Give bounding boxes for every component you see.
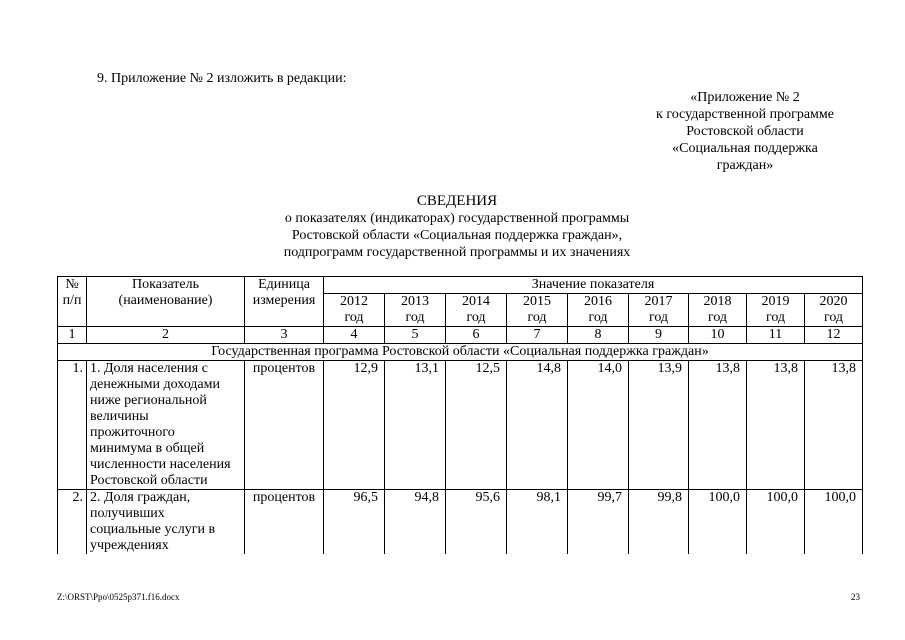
column-number: 4 bbox=[324, 327, 385, 344]
column-number: 12 bbox=[805, 327, 863, 344]
footer-file-path: Z:\ORST\Ppo\0525p371.f16.docx bbox=[57, 592, 180, 602]
value-cell: 13,8 bbox=[805, 361, 863, 490]
value-cell: 98,1 bbox=[507, 490, 568, 555]
header-year: 2016 год bbox=[568, 294, 629, 327]
appendix-caption bbox=[640, 89, 850, 174]
header-num: № п/п bbox=[58, 277, 87, 327]
indicator-name: 2. Доля граждан, получивших социальные услуги в учреждениях bbox=[87, 490, 245, 555]
value-cell: 13,9 bbox=[629, 361, 689, 490]
value-cell: 99,7 bbox=[568, 490, 629, 555]
value-cell: 14,8 bbox=[507, 361, 568, 490]
header-year: 2020 год bbox=[805, 294, 863, 327]
value-cell: 13,8 bbox=[689, 361, 747, 490]
unit-cell: процентов bbox=[245, 361, 324, 490]
column-number: 2 bbox=[87, 327, 245, 344]
value-cell: 12,9 bbox=[324, 361, 385, 490]
column-number-row bbox=[58, 327, 863, 344]
value-cell: 100,0 bbox=[805, 490, 863, 555]
header-year: 2017 год bbox=[629, 294, 689, 327]
value-cell: 94,8 bbox=[385, 490, 446, 555]
column-number: 1 bbox=[58, 327, 87, 344]
column-number: 5 bbox=[385, 327, 446, 344]
column-number: 8 bbox=[568, 327, 629, 344]
column-number: 10 bbox=[689, 327, 747, 344]
column-number: 6 bbox=[446, 327, 507, 344]
header-indicator: Показатель (наименование) bbox=[87, 277, 245, 327]
column-number: 11 bbox=[747, 327, 805, 344]
value-cell: 96,5 bbox=[324, 490, 385, 555]
header-year: 2012 год bbox=[324, 294, 385, 327]
section-title: Государственная программа Ростовской области «Социальная поддержка граждан» bbox=[58, 344, 863, 361]
value-cell: 13,8 bbox=[747, 361, 805, 490]
appendix-line: граждан» bbox=[716, 158, 774, 173]
value-cell: 12,5 bbox=[446, 361, 507, 490]
column-number: 7 bbox=[507, 327, 568, 344]
row-num: 1. bbox=[58, 361, 87, 490]
value-cell: 99,8 bbox=[629, 490, 689, 555]
row-num: 2. bbox=[58, 490, 87, 555]
column-number: 3 bbox=[245, 327, 324, 344]
header-year: 2013 год bbox=[385, 294, 446, 327]
value-cell: 13,1 bbox=[385, 361, 446, 490]
heading-title: СВЕДЕНИЯ bbox=[416, 193, 498, 209]
unit-cell: процентов bbox=[245, 490, 324, 555]
heading-line: о показателях (индикаторах) государственной программы bbox=[284, 211, 630, 226]
header-unit: Единица измерения bbox=[245, 277, 324, 327]
heading-line: Ростовской области «Социальная поддержка граждан», bbox=[291, 228, 623, 243]
header-values: Значение показателя bbox=[324, 277, 863, 294]
value-cell: 100,0 bbox=[689, 490, 747, 555]
header-year: 2014 год bbox=[446, 294, 507, 327]
value-cell: 100,0 bbox=[747, 490, 805, 555]
value-cell: 95,6 bbox=[446, 490, 507, 555]
table-row bbox=[58, 361, 863, 490]
appendix-line: «Приложение № 2 bbox=[690, 90, 800, 105]
intro-paragraph: 9. Приложение № 2 изложить в редакции: bbox=[97, 71, 347, 86]
footer-page-number: 23 bbox=[851, 592, 860, 602]
header-year: 2019 год bbox=[747, 294, 805, 327]
column-number: 9 bbox=[629, 327, 689, 344]
table-row bbox=[58, 490, 863, 555]
header-year: 2018 год bbox=[689, 294, 747, 327]
value-cell: 14,0 bbox=[568, 361, 629, 490]
indicator-name: 1. Доля населения с денежными доходами ниже региональной величины прожиточного минимума в общей численности населения Ростовской области bbox=[87, 361, 245, 490]
heading-line: подпрограмм государственной программы и их значениях bbox=[283, 245, 631, 260]
appendix-line: Ростовской области bbox=[686, 124, 804, 139]
appendix-line: к государственной программе bbox=[656, 107, 834, 122]
indicators-table bbox=[57, 276, 863, 554]
section-row bbox=[58, 344, 863, 361]
appendix-line: «Социальная поддержка bbox=[672, 141, 818, 156]
table-header-row bbox=[58, 277, 863, 294]
document-heading bbox=[212, 193, 702, 261]
header-year: 2015 год bbox=[507, 294, 568, 327]
